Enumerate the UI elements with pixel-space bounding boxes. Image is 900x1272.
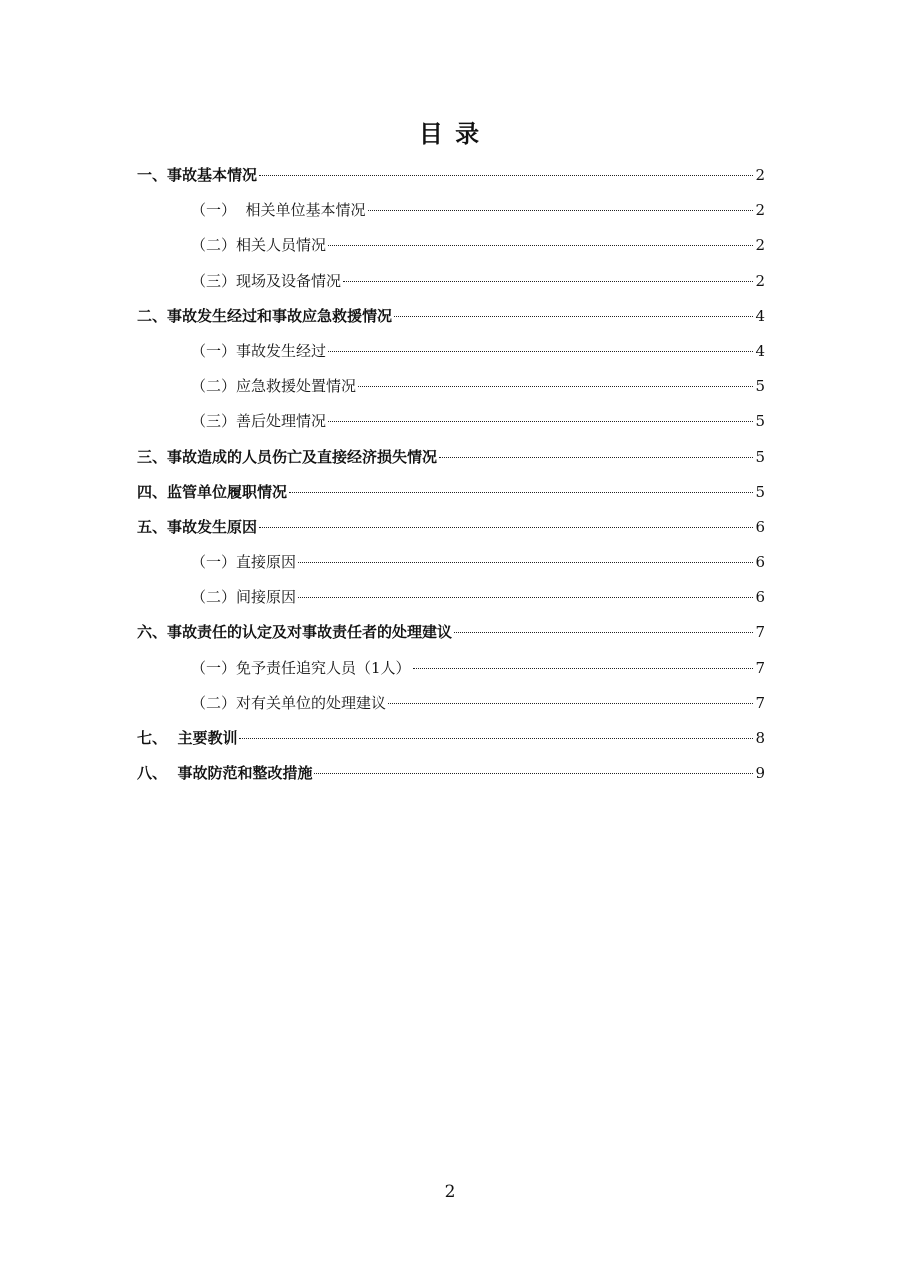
toc-dot-leader xyxy=(259,527,753,528)
toc-entry-title: （二）对有关单位的处理建议 xyxy=(191,693,387,712)
toc-entry-title: （二）间接原因 xyxy=(191,588,297,607)
toc-entry-title: 八、 事故防范和整改措施 xyxy=(137,764,313,783)
page-title: 目 录 xyxy=(418,120,482,148)
toc-entry-page: 6 xyxy=(755,517,765,536)
toc-entry-title: （一） 相关单位基本情况 xyxy=(191,201,366,220)
toc-entry[interactable] xyxy=(137,228,765,263)
toc-entry-page: 7 xyxy=(755,693,765,712)
toc-dot-leader xyxy=(314,773,753,774)
toc-entry-title: 五、事故发生原因 xyxy=(137,517,258,536)
toc-entry-page: 2 xyxy=(755,236,765,255)
toc-entry[interactable] xyxy=(137,369,765,404)
toc-entry-title: （三）善后处理情况 xyxy=(191,412,327,431)
toc-dot-leader xyxy=(259,175,753,176)
table-of-contents xyxy=(137,158,765,791)
toc-dot-leader xyxy=(298,597,753,598)
toc-entry[interactable] xyxy=(137,510,765,545)
toc-entry-page: 5 xyxy=(755,412,765,431)
toc-entry-title: 一、事故基本情况 xyxy=(137,166,258,184)
toc-entry-page: 5 xyxy=(755,447,765,466)
toc-dot-leader xyxy=(343,281,753,282)
page-number: 2 xyxy=(444,1182,456,1202)
toc-dot-leader xyxy=(413,668,754,669)
toc-entry[interactable] xyxy=(137,615,765,650)
toc-entry-title: 四、监管单位履职情况 xyxy=(137,482,288,501)
toc-entry[interactable] xyxy=(137,545,765,580)
toc-entry-page: 5 xyxy=(755,377,765,396)
toc-entry-title: （三）现场及设备情况 xyxy=(191,271,342,290)
toc-entry[interactable] xyxy=(137,404,765,439)
toc-entry-title: 二、事故发生经过和事故应急救援情况 xyxy=(137,306,393,325)
toc-dot-leader xyxy=(239,738,753,739)
toc-dot-leader xyxy=(394,316,753,317)
toc-entry-title: （二）相关人员情况 xyxy=(191,236,327,255)
toc-dot-leader xyxy=(454,632,753,633)
toc-entry-title: （一）直接原因 xyxy=(191,553,297,572)
toc-entry-page: 8 xyxy=(755,729,765,747)
toc-entry[interactable] xyxy=(137,580,765,615)
toc-entry-page: 6 xyxy=(755,553,765,572)
toc-entry[interactable] xyxy=(137,721,765,756)
toc-entry[interactable] xyxy=(137,299,765,334)
toc-entry[interactable] xyxy=(137,158,765,193)
toc-entry[interactable] xyxy=(137,334,765,369)
toc-entry-page: 7 xyxy=(755,658,765,677)
toc-entry-page: 4 xyxy=(755,306,765,325)
toc-dot-leader xyxy=(358,386,753,387)
toc-entry-page: 2 xyxy=(755,166,765,184)
toc-entry[interactable] xyxy=(137,475,765,510)
toc-entry[interactable] xyxy=(137,651,765,686)
toc-entry-page: 4 xyxy=(755,341,765,360)
toc-entry[interactable] xyxy=(137,440,765,475)
toc-dot-leader xyxy=(289,492,753,493)
toc-entry-page: 9 xyxy=(755,764,765,783)
toc-entry-title: 三、事故造成的人员伤亡及直接经济损失情况 xyxy=(137,447,438,466)
toc-dot-leader xyxy=(328,245,753,246)
toc-dot-leader xyxy=(328,421,753,422)
toc-dot-leader xyxy=(368,210,754,211)
toc-entry-page: 7 xyxy=(755,623,765,642)
toc-dot-leader xyxy=(298,562,753,563)
toc-entry[interactable] xyxy=(137,756,765,791)
toc-entry-title: 六、事故责任的认定及对事故责任者的处理建议 xyxy=(137,623,453,642)
toc-entry-title: （二）应急救援处置情况 xyxy=(191,377,357,396)
toc-entry-title: （一）事故发生经过 xyxy=(191,341,327,360)
toc-entry[interactable] xyxy=(137,264,765,299)
toc-entry-page: 2 xyxy=(755,271,765,290)
toc-entry-page: 6 xyxy=(755,588,765,607)
toc-entry-title: 七、 主要教训 xyxy=(137,729,238,747)
toc-dot-leader xyxy=(439,457,753,458)
toc-entry-title: （一）免予责任追究人员（1人） xyxy=(191,658,411,677)
toc-entry[interactable] xyxy=(137,193,765,228)
toc-entry-page: 2 xyxy=(755,201,765,220)
toc-entry-page: 5 xyxy=(755,482,765,501)
toc-dot-leader xyxy=(328,351,753,352)
toc-dot-leader xyxy=(388,703,753,704)
toc-entry[interactable] xyxy=(137,686,765,721)
